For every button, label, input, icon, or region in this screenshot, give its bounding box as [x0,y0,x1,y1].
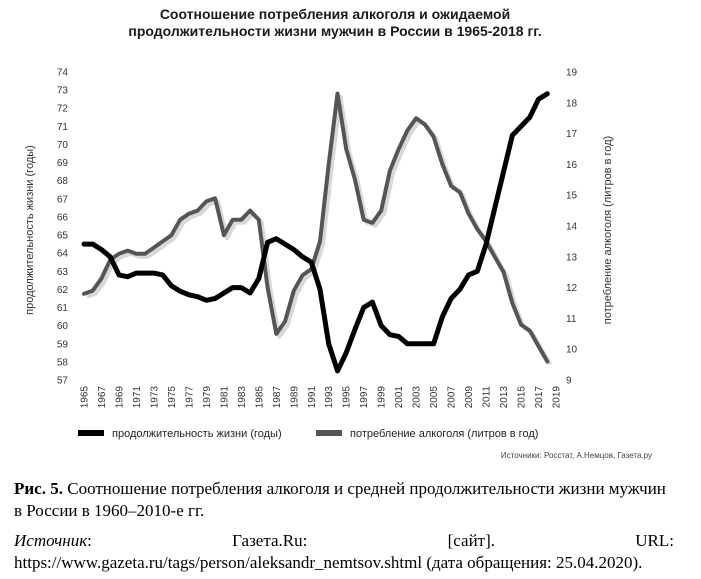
left-axis-ticks [57,68,69,387]
x-tick-label: 2019 [551,386,563,409]
right-axis-ticks [566,68,578,387]
x-tick-label: 1971 [131,386,143,409]
alcohol-data-point [206,201,208,203]
alcohol-data-point [337,93,339,95]
life-data-point [302,256,304,258]
life-data-point [319,288,321,290]
alcohol-data-point [179,219,181,221]
left-tick-label: 69 [56,158,68,170]
alcohol-data-point [249,210,251,212]
x-tick-label: 1977 [184,386,196,409]
figure-caption [14,478,674,574]
alcohol-data-point [354,179,356,181]
life-data-point [135,272,137,274]
life-data-point [179,290,181,292]
alcohol-data-point [407,130,409,132]
x-tick-label: 1999 [376,386,388,409]
alcohol-data-point [214,198,216,200]
life-data-point [144,272,146,274]
alcohol-data-point [477,228,479,230]
right-tick-label: 15 [566,190,578,202]
x-tick-label: 2005 [429,386,441,409]
left-tick-label: 71 [56,121,68,133]
life-data-point [170,285,172,287]
x-tick-label: 1969 [114,386,126,409]
right-tick-label: 16 [566,159,578,171]
caption-figure-text: Соотношение потребления алкоголя и средней продолжительности жизни мужчин в России в 1960–2010-е гг. [14,479,666,520]
x-tick-label: 1985 [254,386,266,409]
alcohol-data-point [276,333,278,335]
alcohol-data-point [144,253,146,255]
life-data-point [406,343,408,345]
left-tick-label: 63 [56,266,68,278]
caption-source [14,530,674,574]
right-tick-label: 10 [566,344,578,356]
life-data-point [398,336,400,338]
life-data-point [503,171,505,173]
life-data-point [345,352,347,354]
life-data-point [433,343,435,345]
x-tick-label: 2011 [481,386,493,408]
alcohol-data-point [424,124,426,126]
left-tick-label: 58 [56,357,68,369]
left-tick-label: 70 [56,139,68,151]
series-group [83,93,550,372]
chart-title-line-2: продолжительности жизни мужчин в России в 1965-2018 гг. [128,23,542,39]
life-data-point [118,274,120,276]
life-data-point [538,98,540,100]
alcohol-data-point [503,271,505,273]
alcohol-data-point [83,293,85,295]
life-data-point [363,307,365,309]
life-data-point [188,294,190,296]
left-tick-label: 65 [56,230,68,242]
x-tick-label: 1987 [271,386,283,409]
x-tick-label: 2001 [394,386,406,409]
source-note: Источники: Росстат, А.Немцов, Газета.ру [500,451,652,460]
left-tick-label: 72 [56,103,68,115]
life-data-point [546,93,548,95]
alcohol-data-point [442,164,444,166]
life-data-point [153,272,155,274]
alcohol-data-point [415,117,417,119]
alcohol-data-point [127,250,129,252]
alcohol-data-point [372,222,374,224]
alcohol-data-point [302,275,304,277]
x-tick-label: 1989 [289,386,301,409]
x-tick-label: 1973 [149,386,161,409]
alcohol-data-point [389,170,391,172]
alcohol-data-point [284,321,286,323]
life-data-point [223,292,225,294]
x-tick-label: 2017 [534,386,546,409]
x-tick-label: 2007 [446,386,458,409]
left-tick-label: 64 [56,248,68,260]
alcohol-data-point [363,219,365,221]
alcohol-data-point [450,185,452,187]
caption-title [14,478,674,522]
right-tick-label: 18 [566,98,578,110]
life-data-point [197,296,199,298]
life-data-point [101,249,103,251]
legend-label-alcohol: потребление алкоголя (литров в год) [350,428,539,440]
alcohol-data-point [101,278,103,280]
life-data-point [293,249,295,251]
alcohol-data-point [433,136,435,138]
right-tick-label: 11 [566,313,577,325]
left-tick-label: 67 [56,194,68,206]
right-tick-label: 9 [566,375,572,387]
life-data-point [389,334,391,336]
alcohol-data-point [319,241,321,243]
left-tick-label: 66 [56,212,68,224]
life-data-point [424,343,426,345]
alcohol-data-point [223,234,225,236]
life-data-point [83,243,85,245]
x-tick-label: 1981 [219,386,231,409]
right-tick-label: 14 [566,221,578,233]
chart-title-line-1: Соотношение потребления алкоголя и ожидаемой [159,6,511,22]
left-tick-label: 60 [56,321,68,333]
right-tick-label: 12 [566,283,578,295]
left-tick-label: 57 [56,375,68,387]
alcohol-data-point [459,191,461,193]
life-data-point [380,325,382,327]
left-tick-label: 61 [56,303,68,315]
left-tick-label: 59 [56,339,68,351]
life-data-point [310,261,312,263]
x-axis-ticks [80,386,563,409]
alcohol-data-point [468,213,470,215]
alcohol-data-point [345,148,347,150]
alcohol-data-point [232,219,234,221]
alcohol-data-point [118,253,120,255]
x-tick-label: 1967 [96,386,108,409]
life-data-point [354,328,356,330]
life-data-point [337,370,339,372]
life-data-point [249,292,251,294]
life-data-point [92,243,94,245]
life-data-point [450,298,452,300]
x-tick-label: 2015 [516,386,528,409]
legend-label-life: продолжительность жизни (годы) [112,428,282,440]
life-data-point [468,274,470,276]
alcohol-data-point [380,210,382,212]
life-data-point [109,256,111,258]
life-data-point [214,298,216,300]
right-axis-title: потребление алкоголя (литров в год) [602,135,614,325]
right-tick-label: 19 [566,67,578,79]
life-data-point [520,125,522,127]
alcohol-series-shadow [87,97,550,365]
left-tick-label: 62 [56,284,68,296]
x-tick-label: 2009 [464,386,476,409]
alcohol-data-point [293,290,295,292]
alcohol-data-point [494,256,496,258]
x-tick-label: 2003 [411,386,423,409]
left-axis-title: продолжительность жизни (годы) [24,145,36,315]
right-tick-label: 13 [566,252,578,264]
alcohol-data-point [267,287,269,289]
x-tick-label: 1965 [79,386,91,409]
life-data-point [127,276,129,278]
x-tick-label: 1983 [236,386,248,409]
life-data-point [511,134,513,136]
life-data-point [162,274,164,276]
life-data-point [284,243,286,245]
life-data-point [415,343,417,345]
alcohol-data-point [171,234,173,236]
left-tick-label: 73 [56,85,68,97]
caption-figure-label: Рис. 5. [14,479,63,498]
life-data-point [205,299,207,301]
alcohol-data-point [153,247,155,249]
life-data-point [328,343,330,345]
life-data-point [232,287,234,289]
life-data-point [494,207,496,209]
alcohol-data-point [136,253,138,255]
alcohol-data-point [92,290,94,292]
life-data-point [240,287,242,289]
right-tick-label: 17 [566,129,578,141]
left-tick-label: 68 [56,176,68,188]
alcohol-data-point [241,219,243,221]
life-data-point [371,301,373,303]
x-tick-label: 1975 [166,386,178,409]
life-data-point [275,238,277,240]
life-data-point [258,278,260,280]
alcohol-data-point [197,210,199,212]
alcohol-data-point [188,213,190,215]
alcohol-data-point [512,302,514,304]
alcohol-consumption-line [84,94,547,362]
alcohol-data-point [398,148,400,150]
alcohol-data-point [529,330,531,332]
alcohol-data-point [258,219,260,221]
caption-source-label: Источник [14,531,88,550]
alcohol-data-point [547,361,549,363]
life-data-point [476,270,478,272]
life-data-point [485,243,487,245]
alcohol-data-point [538,345,540,347]
life-data-point [529,116,531,118]
alcohol-data-point [162,241,164,243]
x-tick-label: 2013 [499,386,511,409]
x-tick-label: 1993 [324,386,336,409]
x-tick-label: 1995 [341,386,353,409]
life-data-point [459,288,461,290]
legend [78,428,538,440]
left-tick-label: 74 [56,67,68,79]
life-data-point [267,241,269,243]
x-tick-label: 1979 [201,386,213,409]
life-data-point [441,316,443,318]
x-tick-label: 1991 [306,386,318,409]
x-tick-label: 1997 [359,386,371,409]
alcohol-data-point [328,164,330,166]
caption-source-text: : Газета.Ru: [сайт]. URL: https://www.gazeta.ru/tags/person/aleksandr_nemtsov.shtml (дата обращения: 25.04.2020). [14,531,674,572]
alcohol-data-point [520,324,522,326]
